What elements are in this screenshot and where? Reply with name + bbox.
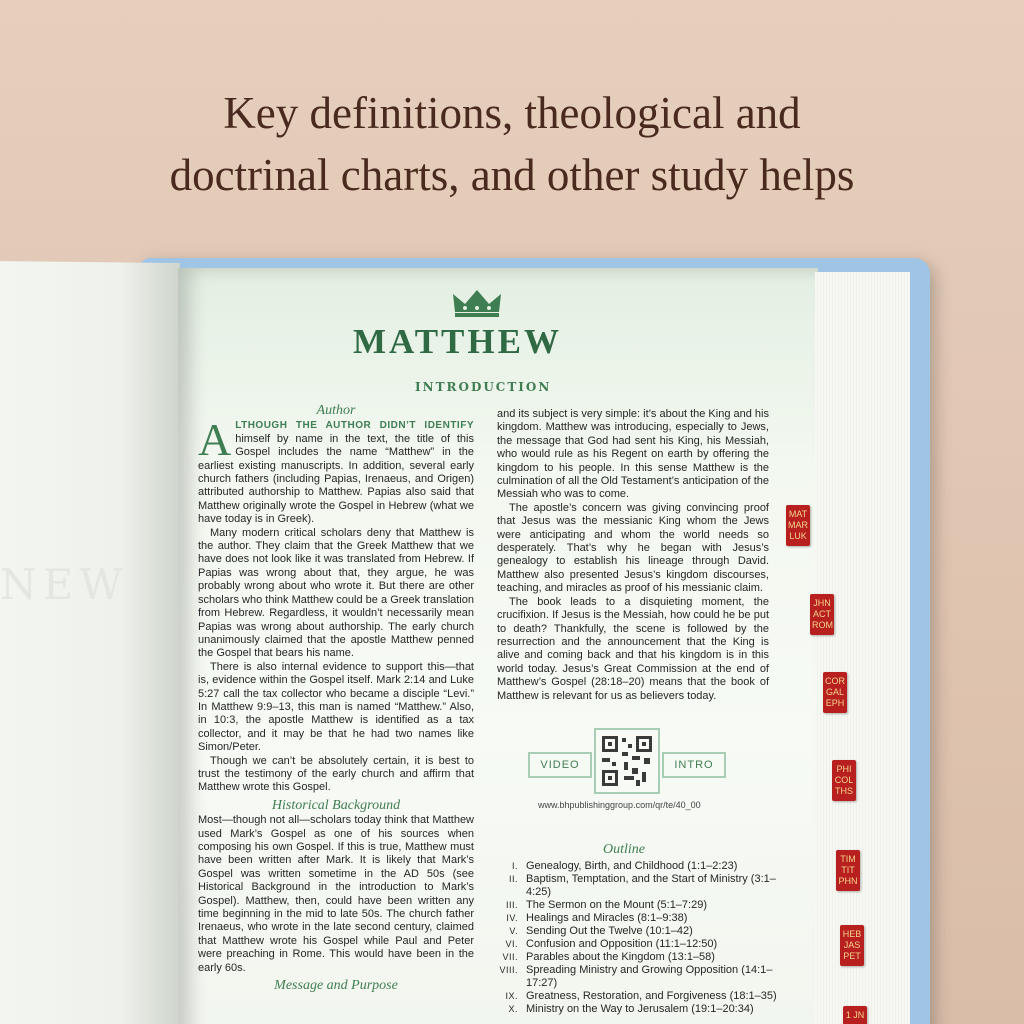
thumb-tab-label: 1 JN [845, 1010, 865, 1020]
outline-number: I. [511, 861, 518, 871]
thumb-tab-label: TIT [841, 865, 855, 875]
author-paragraph-3: There is also internal evidence to support this—that is, evidence within the Gospel itself. Mark 2:14 and Luke 5:27 call the tax collector who became a disciple “Levi.” In Matthew 9:9–13, this man is named “Matthew.” Also, in 10:3, the apostle Matthew is identified as a tax collector, and it may be that he had two names like Simon/Peter. [198, 660, 474, 754]
outline-item [480, 925, 780, 938]
outline-item [480, 912, 780, 925]
video-label: VIDEO [528, 752, 592, 778]
intro-subtitle: INTRODUCTION [415, 380, 552, 394]
qr-pattern-icon [596, 730, 658, 792]
author-lead: LTHOUGH THE AUTHOR DIDN’T IDENTIFY [235, 420, 474, 432]
author-heading: Author [316, 403, 356, 418]
thumb-tab[interactable] [832, 760, 856, 801]
outline-number: II. [508, 874, 518, 884]
outline-number: V. [509, 926, 518, 936]
outline-list [480, 860, 780, 1016]
outline-text: The Sermon on the Mount (5:1–7:29) [526, 899, 707, 911]
left-column [198, 402, 474, 994]
book-title: MATTHEW [353, 322, 562, 361]
outline-number: VII. [502, 952, 518, 962]
thumb-tab-label: ACT [813, 609, 831, 619]
thumb-tab-label: GAL [825, 687, 844, 697]
outline-text: Ministry on the Way to Jerusalem (19:1–20:34) [526, 1003, 754, 1015]
right-paragraph-3: The book leads to a disquieting moment, the crucifixion. If Jesus is the Messiah, how could he be put to death? Thankfully, the scene is followed by the resurrection and the announcement that the King is alive and coming back and that his kingdom is in this world today. Jesus’s Great Commission at the end of Matthew’s Gospel (28:18–20) means that the book of Matthew is relevant for us as believers today. [497, 595, 769, 702]
right-column [497, 408, 769, 703]
outline-item [480, 873, 780, 899]
qr-code-icon[interactable] [594, 728, 660, 794]
outline-text: Confusion and Opposition (11:1–12:50) [526, 938, 718, 950]
author-p1-text: himself by name in the text, the title of this Gospel includes the name “Matthew” in the earliest existing manuscripts. In addition, several early church fathers (including Papias, Irenaeus, and Origen) attributed authorship to Matthew. Papias also said that Matthew originally wrote the Gospel in Hebrew (what we have today is in Greek). [198, 432, 474, 526]
video-qr-block [528, 728, 728, 794]
message-heading: Message and Purpose [274, 978, 398, 994]
outline-item [480, 899, 780, 912]
thumb-tab-label: COL [834, 775, 854, 785]
thumb-tab-label: TIM [840, 854, 856, 864]
outline-heading: Outline [603, 842, 645, 857]
outline-number: VIII. [499, 965, 518, 975]
thumb-tab-label: MAT [788, 509, 808, 519]
thumb-tab[interactable] [823, 672, 847, 713]
right-paragraph-2: The apostle’s concern was giving convincing proof that Jesus was the messianic King whom the Jews were anticipating and whom the world needs so desperately. That’s why he began with Jesus’s genealogy to establish his lineage through David. Matthew also presented Jesus’s kingdom discourses, teaching, and miracles as proof of his messianic claim. [497, 501, 769, 595]
outline-number: III. [505, 900, 518, 910]
thumb-tab[interactable] [810, 594, 834, 635]
intro-label: INTRO [662, 752, 726, 778]
thumb-tab-label: PHI [836, 764, 852, 774]
outline-text: Baptism, Temptation, and the Start of Ministry (3:1–4:25) [526, 873, 776, 898]
historical-heading: Historical Background [271, 797, 401, 813]
thumb-tab[interactable] [786, 505, 810, 546]
thumb-tab[interactable] [836, 850, 860, 891]
outline-text: Greatness, Restoration, and Forgiveness (18:1–35) [526, 990, 777, 1002]
author-paragraph-4: Though we can’t be absolutely certain, it is best to trust the testimony of the early church and affirm that Matthew wrote this Gospel. [198, 754, 474, 794]
qr-url: www.bhpublishinggroup.com/qr/te/40_00 [538, 800, 701, 810]
outline-item [480, 990, 780, 1003]
thumb-tab-label: HEB [842, 929, 862, 939]
outline-text: Parables about the Kingdom (13:1–58) [526, 951, 715, 963]
outline-number: IX. [505, 991, 518, 1001]
thumb-tab-label: JAS [843, 940, 861, 950]
outline-text: Genealogy, Birth, and Childhood (1:1–2:23) [526, 860, 738, 872]
headline [0, 82, 1024, 206]
author-paragraph-2: Many modern critical scholars deny that Matthew is the author. They claim that the Greek Matthew that we have does not look like it was translated from Hebrew. If Papias was wrong about that, they argue, he was probably wrong about who wrote it. But there are other scholars who think Matthew could be a Greek translation from Hebrew. Regardless, it wouldn’t necessarily mean Papias was wrong about authorship. The early church unanimously claimed that the apostle Matthew penned the Gospel that bears his name. [198, 526, 474, 660]
thumb-tab-label: MAR [788, 520, 808, 530]
thumb-tab[interactable] [840, 925, 864, 966]
outline-item [480, 860, 780, 873]
drop-cap: A [198, 414, 232, 466]
right-paragraph-1: and its subject is very simple: it’s about the King and his kingdom. Matthew was introducing, especially to Jews, the message that God had sent his King, his Messiah, who would rule as his Regent on earth by offering the kingdom to his people. In this sense Matthew is the culmination of all the Old Testament’s anticipation of the Messiah who was to come. [497, 408, 769, 501]
outline-number: IV. [506, 913, 518, 923]
historical-paragraph: Most—though not all—scholars today think that Matthew used Mark’s Gospel as one of his sources when composing his own Gospel. If this is true, Matthew must have been written after Mark. It is likely that Mark’s Gospel was written sometime in the AD 50s (see Historical Background in the introduction to Mark’s Gospel). Matthew, then, could have been written any time beginning in the mid to late 50s. The church father Irenaeus, who wrote in the late second century, claimed that Matthew wrote his Gospel while Paul and Peter were preaching in Rome. This would have been in the early 60s. [198, 814, 474, 974]
thumb-tab-label: PET [843, 951, 861, 961]
thumb-tab-label: ROM [812, 620, 833, 630]
headline-line-2: doctrinal charts, and other study helps [169, 150, 855, 200]
thumb-tab-label: EPH [825, 698, 845, 708]
outline-item [480, 964, 780, 990]
page-edge [815, 272, 910, 1024]
outline-number: VI. [505, 939, 518, 949]
outline-item [480, 1003, 780, 1016]
author-paragraph-1 [198, 414, 474, 526]
outline-text: Healings and Miracles (8:1–9:38) [526, 912, 688, 924]
thumb-tab-label: JHN [813, 598, 831, 608]
thumb-tab-label: PHN [838, 876, 858, 886]
left-page-ghost-text: NEW [0, 560, 129, 609]
thumb-tab[interactable] [843, 1006, 867, 1024]
left-page [0, 261, 180, 1024]
thumb-tab-label: THS [835, 786, 853, 796]
outline-text: Sending Out the Twelve (10:1–42) [526, 925, 693, 937]
headline-line-1: Key definitions, theological and [223, 88, 801, 138]
outline-number: X. [508, 1004, 518, 1014]
outline-item [480, 938, 780, 951]
thumb-tab-label: COR [825, 676, 845, 686]
thumb-tab-label: LUK [789, 531, 807, 541]
outline-item [480, 951, 780, 964]
outline-text: Spreading Ministry and Growing Opposition (14:1–17:27) [526, 964, 773, 989]
crown-icon [451, 288, 503, 318]
